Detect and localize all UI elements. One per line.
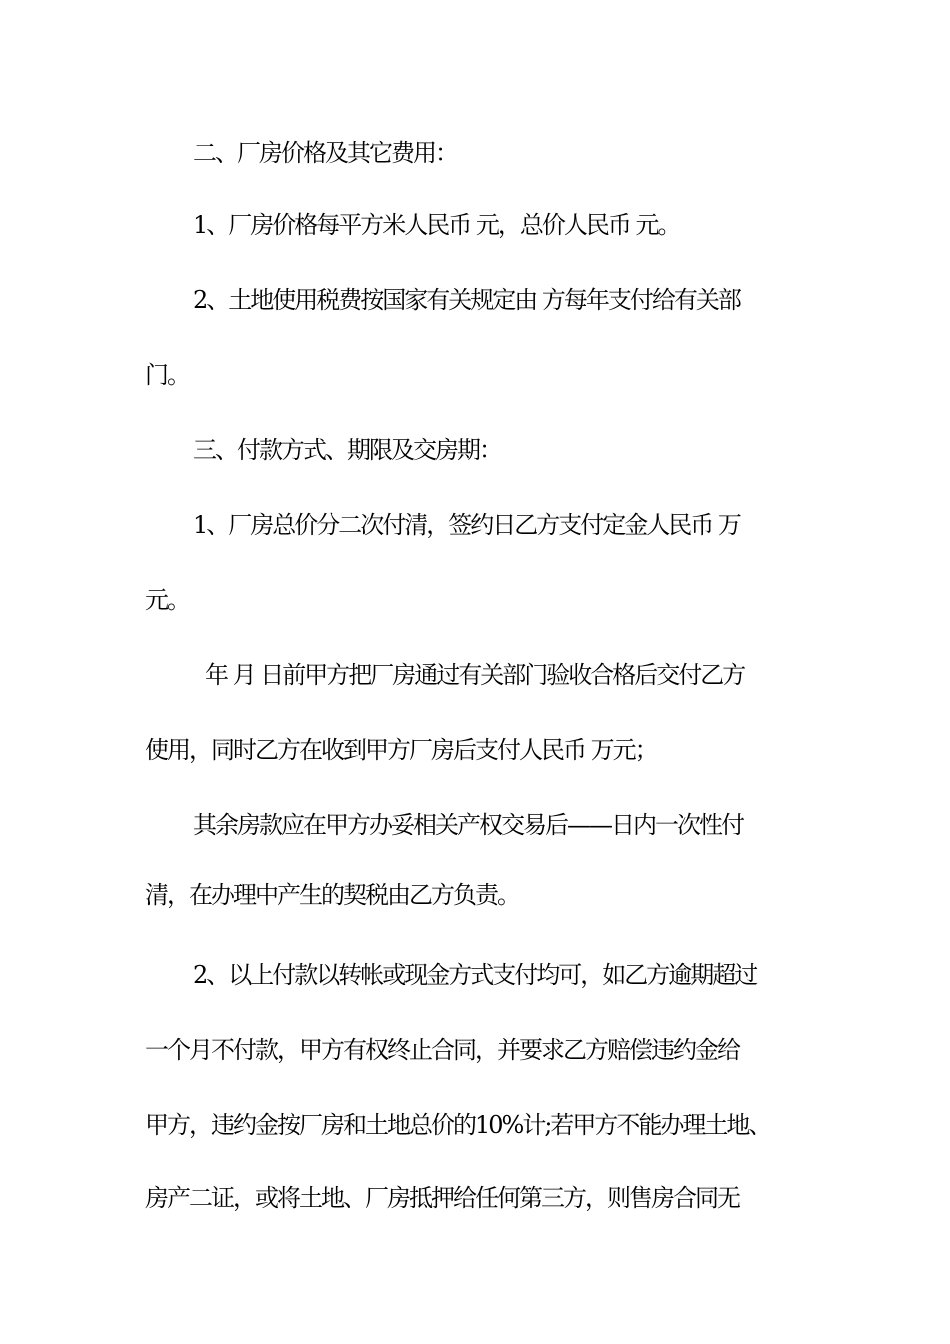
paragraph-line: 1、厂房总价分二次付清，签约日乙方支付定金人民币 万 — [193, 511, 740, 539]
paragraph-line: 门。 — [145, 361, 189, 389]
paragraph-line: 其余房款应在甲方办妥相关产权交易后——日内一次性付 — [193, 811, 743, 839]
paragraph-line: 甲方，违约金按厂房和土地总价的10%计;若甲方不能办理土地、 — [145, 1111, 771, 1139]
paragraph-line: 年 月 日前甲方把厂房通过有关部门验收合格后交付乙方 — [205, 661, 745, 689]
paragraph-line: 使用，同时乙方在收到甲方厂房后支付人民币 万元； — [145, 736, 657, 764]
paragraph-line: 一个月不付款，甲方有权终止合同，并要求乙方赔偿违约金给 — [145, 1036, 739, 1064]
paragraph-line: 清，在办理中产生的契税由乙方负责。 — [145, 881, 519, 909]
paragraph-line: 元。 — [145, 586, 189, 614]
section-heading-payment: 三、付款方式、期限及交房期： — [193, 436, 501, 464]
paragraph-line: 1、厂房价格每平方米人民币 元，总价人民币 元。 — [193, 211, 680, 239]
section-heading-price: 二、厂房价格及其它费用： — [193, 139, 457, 167]
paragraph-line: 2、以上付款以转帐或现金方式支付均可，如乙方逾期超过 — [193, 961, 757, 989]
paragraph-line: 2、土地使用税费按国家有关规定由 方每年支付给有关部 — [193, 286, 740, 314]
paragraph-line: 房产二证，或将土地、厂房抵押给任何第三方，则售房合同无 — [145, 1184, 739, 1212]
